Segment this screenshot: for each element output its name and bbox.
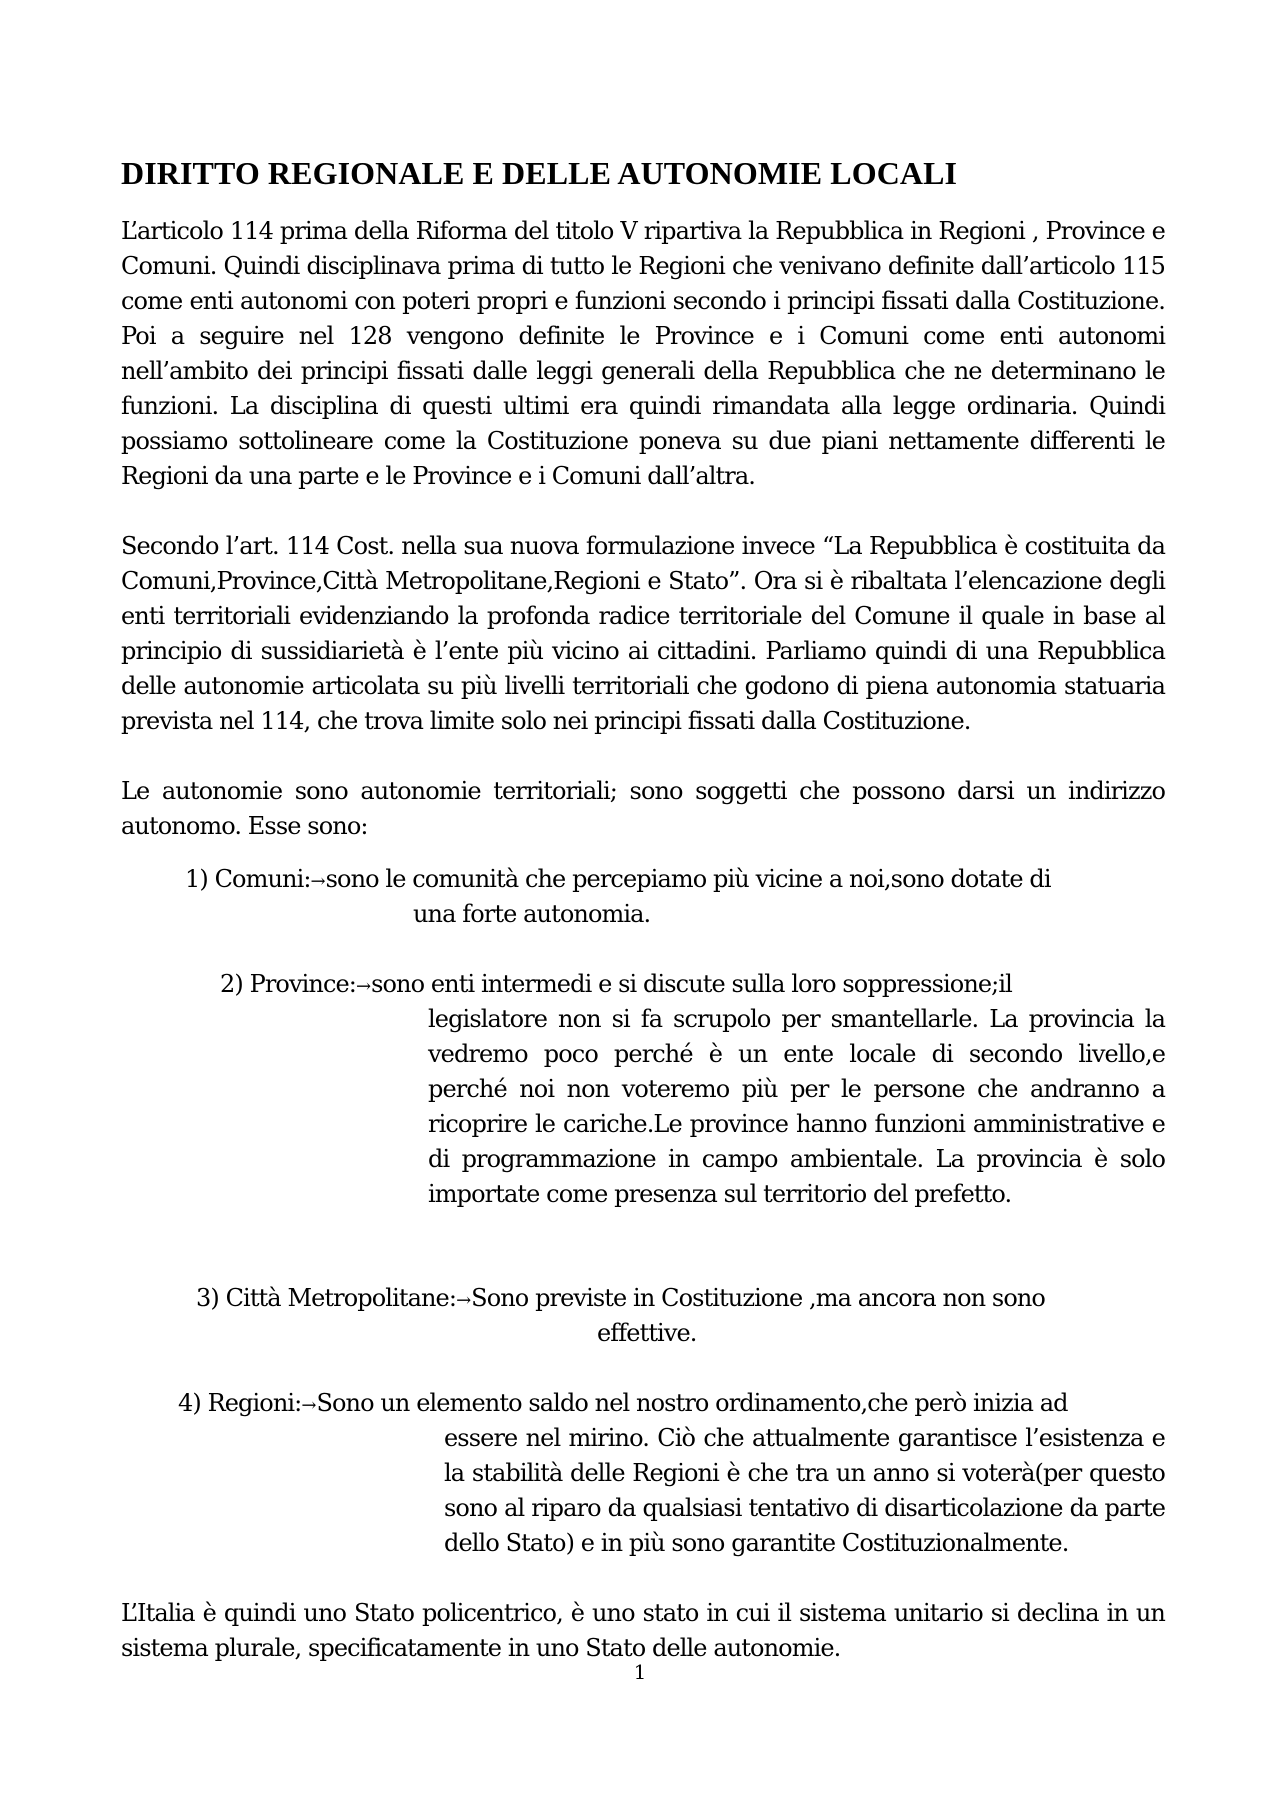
list-item-label: Comuni:: [214, 865, 311, 893]
paragraph-autonomies: Le autonomie sono autonomie territoriali; sono soggetti che possono darsi un indirizzo autonomo. Esse sono:: [121, 777, 1165, 840]
arrow-right-icon: →: [456, 1290, 472, 1311]
list-item-text: una forte autonomia.: [413, 900, 651, 928]
page-number: 1: [633, 1660, 647, 1684]
list-item-label: Province:: [249, 970, 356, 998]
list-item-number: 1): [185, 865, 208, 893]
arrow-right-icon: →: [310, 871, 326, 892]
list-item-number: 3): [196, 1284, 219, 1312]
list-item-first-line: Sono un elemento saldo nel nostro ordinamento,che però inizia ad: [316, 1389, 1068, 1417]
paragraph-intro: L’articolo 114 prima della Riforma del titolo V ripartiva la Repubblica in Regioni , Province e Comuni. Quindi disciplinava prima di tutto le Regioni che venivano definite dall’articolo 115 come enti autonomi con poteri propri e funzioni secondo i principi fissati dalla Costituzione. Poi a seguire nel 128 vengono definite le Province e i Comuni come enti autonomi nell’ambito dei principi fissati dalle leggi generali della Repubblica che ne determinano le funzioni. La disciplina di questi ultimi era quindi rimandata alla legge ordinaria. Quindi possiamo sottolineare come la Costituzione poneva su due piani nettamente differenti le Regioni da una parte e le Province e i Comuni dall’altra.: [121, 217, 1165, 490]
page-title: DIRITTO REGIONALE E DELLE AUTONOMIE LOCALI: [121, 155, 958, 191]
list-item-head: [220, 967, 1165, 1004]
list-item-first-line: sono enti intermedi e si discute sulla loro soppressione;il: [371, 970, 1012, 998]
list-item-first-line: sono le comunità che percepiamo più vicine a noi,sono dotate di: [325, 865, 1051, 893]
list-item-number: 2): [220, 970, 243, 998]
list-item-label: Regioni:: [207, 1389, 302, 1417]
list-item-head: [196, 1281, 1165, 1318]
list-item-number: 4): [178, 1389, 201, 1417]
list-item-label: Città Metropolitane:: [225, 1284, 457, 1312]
list-item-first-line: Sono previste in Costituzione ,ma ancora non sono: [471, 1284, 1045, 1312]
arrow-right-icon: →: [301, 1395, 317, 1416]
list-item-text: essere nel mirino. Ciò che attualmente garantisce l’esistenza e la stabilità delle Regioni è che tra un anno si voterà(per questo sono al riparo da qualsiasi tentativo di disarticolazione da parte dello Stato) e in più sono garantite Costituzionalmente.: [444, 1424, 1165, 1557]
paragraph-closing: L’Italia è quindi uno Stato policentrico, è uno stato in cui il sistema unitario si declina in un sistema plurale, specificatamente in uno Stato delle autonomie.: [121, 1599, 1165, 1662]
list-item-head: [185, 862, 1165, 899]
list-item-text: effettive.: [597, 1319, 697, 1347]
arrow-right-icon: →: [355, 976, 372, 997]
list-item-head: [178, 1386, 1165, 1423]
list-item-text: legislatore non si fa scrupolo per smantellarle. La provincia la vedremo poco perché è un ente locale di secondo livello,e perché noi non voteremo più per le persone che andranno a ricoprire le cariche.Le province hanno funzioni amministrative e di programmazione in campo ambientale. La provincia è solo importate come presenza sul territorio del prefetto.: [428, 1005, 1165, 1208]
paragraph-reform: Secondo l’art. 114 Cost. nella sua nuova formulazione invece “La Repubblica è costituita da Comuni,Province,Città Metropolitane,Regioni e Stato”. Ora si è ribaltata l’elencazione degli enti territoriali evidenziando la profonda radice territoriale del Comune il quale in base al principio di sussidiarietà è l’ente più vicino ai cittadini. Parliamo quindi di una Repubblica delle autonomie articolata su più livelli territoriali che godono di piena autonomia statuaria prevista nel 114, che trova limite solo nei principi fissati dalla Costituzione.: [121, 532, 1165, 735]
